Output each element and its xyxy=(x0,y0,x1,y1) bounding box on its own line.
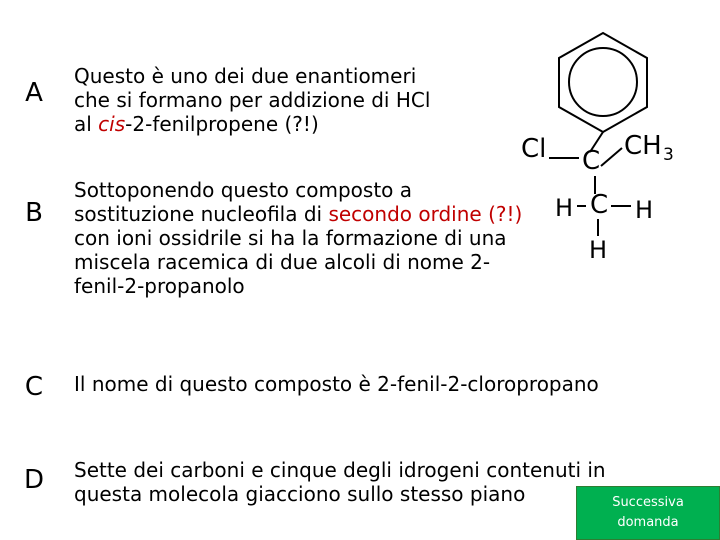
text-fragment: sostituzione nucleofila di xyxy=(74,202,329,226)
methyl-label: CH xyxy=(624,131,662,161)
aromatic-circle xyxy=(569,48,637,116)
central-carbon-label: C xyxy=(582,146,601,176)
cis-term: cis xyxy=(98,112,126,136)
next-question-button[interactable] xyxy=(576,486,720,540)
hydrogen-left-label: H xyxy=(555,194,574,222)
option-b-line xyxy=(74,202,522,226)
option-a-line xyxy=(74,112,430,136)
option-d-text xyxy=(74,458,606,506)
option-b-button[interactable]: B xyxy=(0,192,68,232)
next-button-line: Successiva xyxy=(612,495,684,510)
hydrogen-right-label: H xyxy=(635,196,654,224)
option-a-line: Questo è uno dei due enantiomeri xyxy=(74,64,417,88)
option-d-line: Sette dei carboni e cinque degli idrogeni contenuti in xyxy=(74,458,606,482)
option-b-line: Sottoponendo questo composto a xyxy=(74,178,413,202)
methyl-subscript: 3 xyxy=(663,145,674,165)
option-b-line: miscela racemica di due alcoli di nome 2- xyxy=(74,250,491,274)
option-c-line: Il nome di questo composto è 2-fenil-2-cloropropano xyxy=(74,372,599,396)
option-a-line: che si formano per addizione di HCl xyxy=(74,88,431,112)
chlorine-label: Cl xyxy=(521,134,547,164)
option-c-button[interactable]: C xyxy=(0,366,68,406)
second-order-term: secondo ordine (?!) xyxy=(328,202,523,226)
text-fragment: -2-fenilpropene (?!) xyxy=(125,112,319,136)
option-a-button[interactable]: A xyxy=(0,72,68,112)
option-b-text xyxy=(74,178,522,298)
hydrogen-bottom-label: H xyxy=(589,236,608,264)
molecule-structure xyxy=(505,30,705,270)
text-fragment: al xyxy=(74,112,99,136)
option-a-text xyxy=(74,64,430,136)
lower-carbon-label: C xyxy=(590,190,609,220)
option-c-text xyxy=(74,372,599,396)
option-d-line: questa molecola giacciono sullo stesso piano xyxy=(74,482,526,506)
option-b-line: fenil-2-propanolo xyxy=(74,274,245,298)
bond-c-ch3 xyxy=(601,148,622,166)
option-d-button[interactable]: D xyxy=(0,459,68,499)
next-button-line: domanda xyxy=(617,515,679,530)
option-b-line: con ioni ossidrile si ha la formazione di una xyxy=(74,226,507,250)
